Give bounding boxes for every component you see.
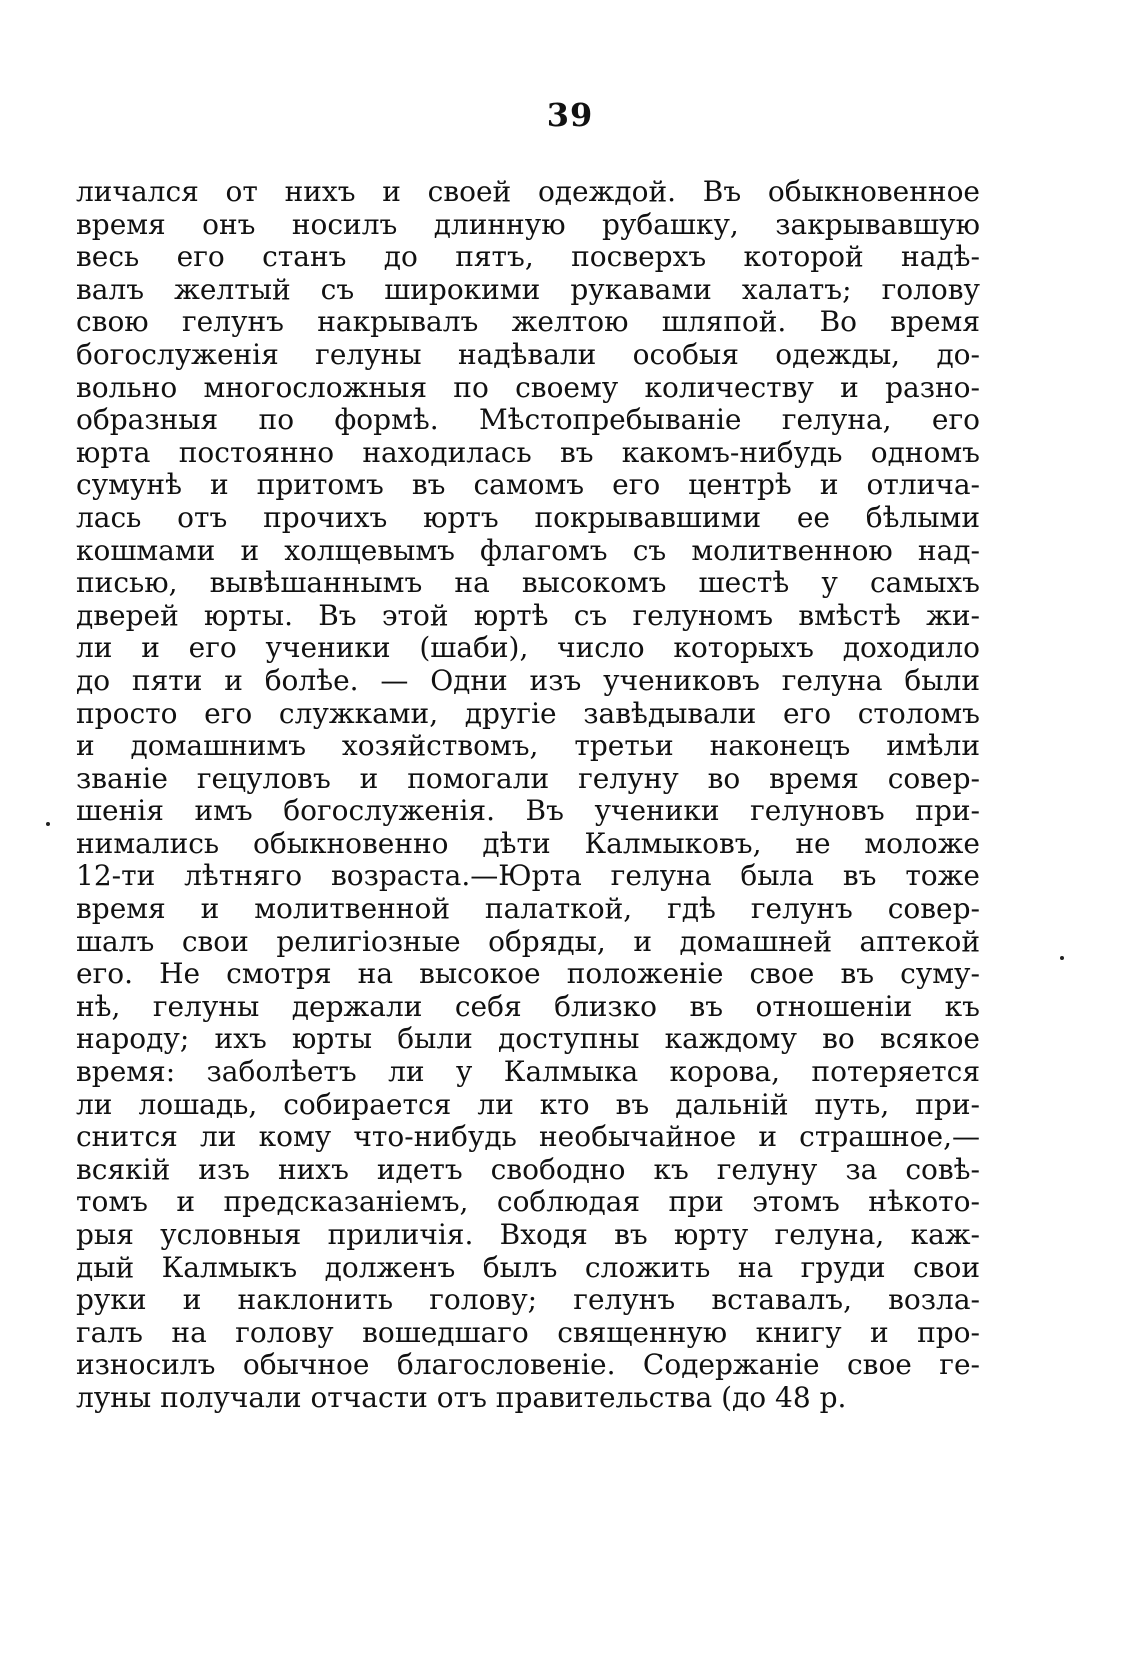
text-line: рыя условныя приличія. Входя въ юрту гелуна, каж-	[76, 1219, 980, 1251]
text-line: просто его служками, другіе завѣдывали его столомъ	[76, 697, 980, 730]
text-line: юрта постоянно находилась въ какомъ-нибудь одномъ	[76, 436, 980, 469]
ink-speck	[46, 822, 50, 826]
ink-speck	[1060, 956, 1064, 960]
text-line: нимались обыкновенно дѣти Калмыковъ, не моложе	[76, 827, 980, 860]
text-line: нѣ, гелуны держали себя близко въ отношеніи къ	[76, 990, 980, 1023]
text-line: образныя по формѣ. Мѣстопребываніе гелуна, его	[76, 404, 980, 437]
text-line: томъ и предсказаніемъ, соблюдая при этомъ нѣкото-	[76, 1186, 980, 1219]
text-line: писью, вывѣшаннымъ на высокомъ шестѣ у самыхъ	[76, 567, 980, 600]
text-line: до пяти и болѣе. — Одни изъ учениковъ гелуна были	[76, 664, 980, 697]
text-line: луны получали отчасти отъ правительства (до 48 р.	[76, 1381, 847, 1414]
text-line: 12-ти лѣтняго возраста.—Юрта гелуна была въ тоже	[76, 860, 980, 893]
text-line: званіе гецуловъ и помогали гелуну во время совер-	[76, 762, 980, 795]
text-line: время: заболѣетъ ли у Калмыка корова, потеряется	[76, 1056, 980, 1089]
text-line: дверей юрты. Въ этой юртѣ съ гелуномъ вмѣстѣ жи-	[76, 599, 980, 632]
text-line: руки и наклонить голову; гелунъ вставалъ, возла-	[76, 1284, 980, 1317]
body-text	[76, 176, 980, 1415]
text-line: и домашнимъ хозяйствомъ, третьи наконецъ имѣли	[76, 730, 980, 763]
text-line: время онъ носилъ длинную рубашку, закрывавшую	[76, 208, 980, 241]
text-line: валъ желтый съ широкими рукавами халатъ; голову	[76, 273, 980, 306]
page-number: 39	[546, 96, 594, 134]
text-line: народу; ихъ юрты были доступны каждому во всякое	[76, 1023, 980, 1056]
text-line: вольно многосложныя по своему количеству и разно-	[76, 371, 980, 404]
text-line: кошмами и холщевымъ флагомъ съ молитвенною над-	[76, 534, 980, 567]
text-line: всякій изъ нихъ идетъ свободно къ гелуну за совѣ-	[76, 1153, 980, 1186]
text-line: сумунѣ и притомъ въ самомъ его центрѣ и отлича-	[76, 469, 980, 502]
text-line: время и молитвенной палаткой, гдѣ гелунъ совер-	[76, 893, 980, 926]
text-line: ли лошадь, собирается ли кто въ дальній путь, при-	[76, 1088, 980, 1121]
text-line: богослуженія гелуны надѣвали особыя одежды, до-	[76, 338, 980, 371]
text-line: лась отъ прочихъ юртъ покрывавшими ее бѣлыми	[76, 501, 980, 534]
text-line: снится ли кому что-нибудь необычайное и страшное,—	[76, 1121, 980, 1154]
text-line: шенія имъ богослуженія. Въ ученики гелуновъ при-	[76, 795, 980, 828]
text-line: его. Не смотря на высокое положеніе свое въ суму-	[76, 958, 980, 991]
text-line: галъ на голову вошедшаго священную книгу и про-	[76, 1316, 980, 1349]
text-line: ли и его ученики (шаби), число которыхъ доходило	[76, 632, 980, 665]
text-line: личался от нихъ и своей одеждой. Въ обыкновенное	[76, 176, 980, 208]
text-line: свою гелунъ накрывалъ желтою шляпой. Во время	[76, 306, 980, 339]
text-line: износилъ обычное благословеніе. Содержаніе свое ге-	[76, 1349, 980, 1382]
text-line: шалъ свои религіозные обряды, и домашней аптекой	[76, 925, 980, 958]
text-line: весь его станъ до пятъ, посверхъ которой надѣ-	[76, 241, 980, 274]
text-line: дый Калмыкъ долженъ былъ сложить на груди свои	[76, 1251, 980, 1284]
